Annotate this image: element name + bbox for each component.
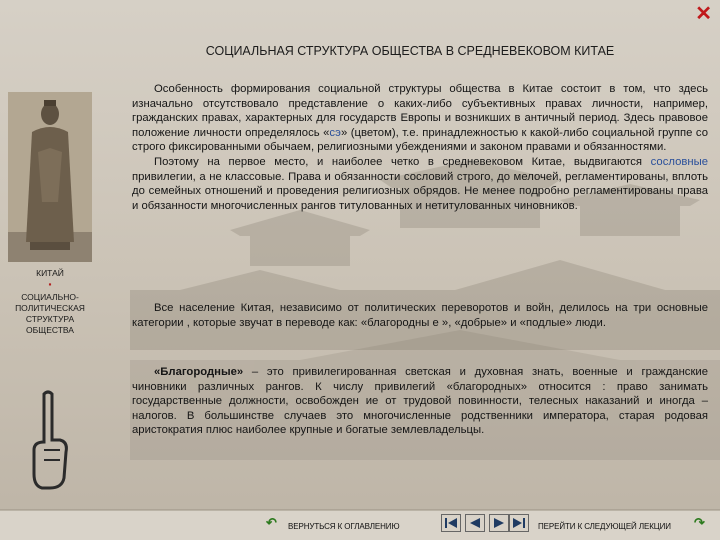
sidebar-label-line3: СТРУКТУРА [25, 314, 75, 324]
pointing-hand-icon [30, 390, 70, 490]
sidebar-label-line2: ПОЛИТИЧЕСКАЯ [15, 303, 85, 313]
previous-slide-button[interactable] [465, 514, 485, 532]
statue-image [8, 92, 92, 262]
sidebar-label-china: КИТАЙ [36, 268, 64, 278]
page-title: СОЦИАЛЬНАЯ СТРУКТУРА ОБЩЕСТВА В СРЕДНЕВЕКОВОМ КИТАЕ [205, 44, 615, 58]
last-slide-icon [510, 515, 528, 531]
next-slide-button[interactable] [489, 514, 509, 532]
back-to-contents-button[interactable] [266, 516, 436, 534]
paragraph-3 [132, 301, 708, 330]
sidebar-bullet: ▪ [48, 279, 52, 289]
paragraph-1-part1: Особенность формирования социальной структуры общества в Китае состоит в том, что здесь изначально отсутствовало представление о каких-либо субъективных правах личности, например, гражданских правах, характерных для государств Европы и возникших в античный период. Здесь правовое положение личности определялось « [132, 83, 708, 139]
next-arrow-icon: ↷ [694, 515, 705, 530]
sidebar-label-line1: СОЦИАЛЬНО- [21, 292, 79, 302]
paragraph-1 [132, 82, 708, 213]
paragraph-2-part1: Поэтому на первое место, и наиболее четко в средневековом Китае, выдвигаются [154, 155, 651, 168]
paragraph-3-text: Все население Китая, независимо от политических переворотов и войн, делилось на три основные категории , которые звучат в переводе как: «благородны е », «добрые» и «подлые» люди. [132, 302, 708, 329]
back-arrow-icon: ↶ [266, 515, 277, 530]
paragraph-4-body: – это привилегированная светская и духовная знать, военные и гражданские чиновники различных рангов. К числу привилегий «благородных» относится : право занимать государственные должности, освобожден ие от трудовой повинности, телесных наказаний и иногда – налогов. В большинстве случаев это многочисленные родственники императора, старая родовая аристократия плюс наиболее крупные и богатые землевладельцы. [132, 366, 708, 437]
paragraph-1-text [132, 82, 708, 155]
previous-slide-icon [466, 515, 484, 531]
term-se: сэ [329, 126, 341, 139]
last-slide-button[interactable] [509, 514, 529, 532]
paragraph-4 [132, 365, 708, 438]
paragraph-1-part2: » (цветом), т.е. принадлежностью к какой-либо социальной группе со строго фиксированными обычаем, религиозными убеждениями и законом правами и обязанностями. [132, 126, 708, 154]
term-noble: «Благородные» [154, 366, 244, 378]
back-to-contents-label: ВЕРНУТЬСЯ К ОГЛАВЛЕНИЮ [288, 522, 400, 531]
first-slide-button[interactable] [441, 514, 461, 532]
paragraph-2-part2: привилегии, а не классовые. Права и обязанности сословий строго, до мелочей, регламентированы, вплоть до семейных отношений и проведения религиозных обрядов. Не менее подробно регламентированы права и обязанности многочисленных рангов титулованных и нетитулованных чиновников. [132, 170, 708, 212]
sidebar-label-line4: ОБЩЕСТВА [26, 325, 74, 335]
next-lecture-button[interactable] [536, 516, 716, 534]
paragraph-2-text [132, 155, 708, 213]
first-slide-icon [442, 515, 460, 531]
paragraph-4-text [132, 365, 708, 438]
next-slide-icon [490, 515, 508, 531]
term-estate: сословные [650, 155, 708, 168]
next-lecture-label: ПЕРЕЙТИ К СЛЕДУЮЩЕЙ ЛЕКЦИИ [538, 522, 671, 531]
close-icon[interactable]: ✕ [695, 3, 712, 25]
